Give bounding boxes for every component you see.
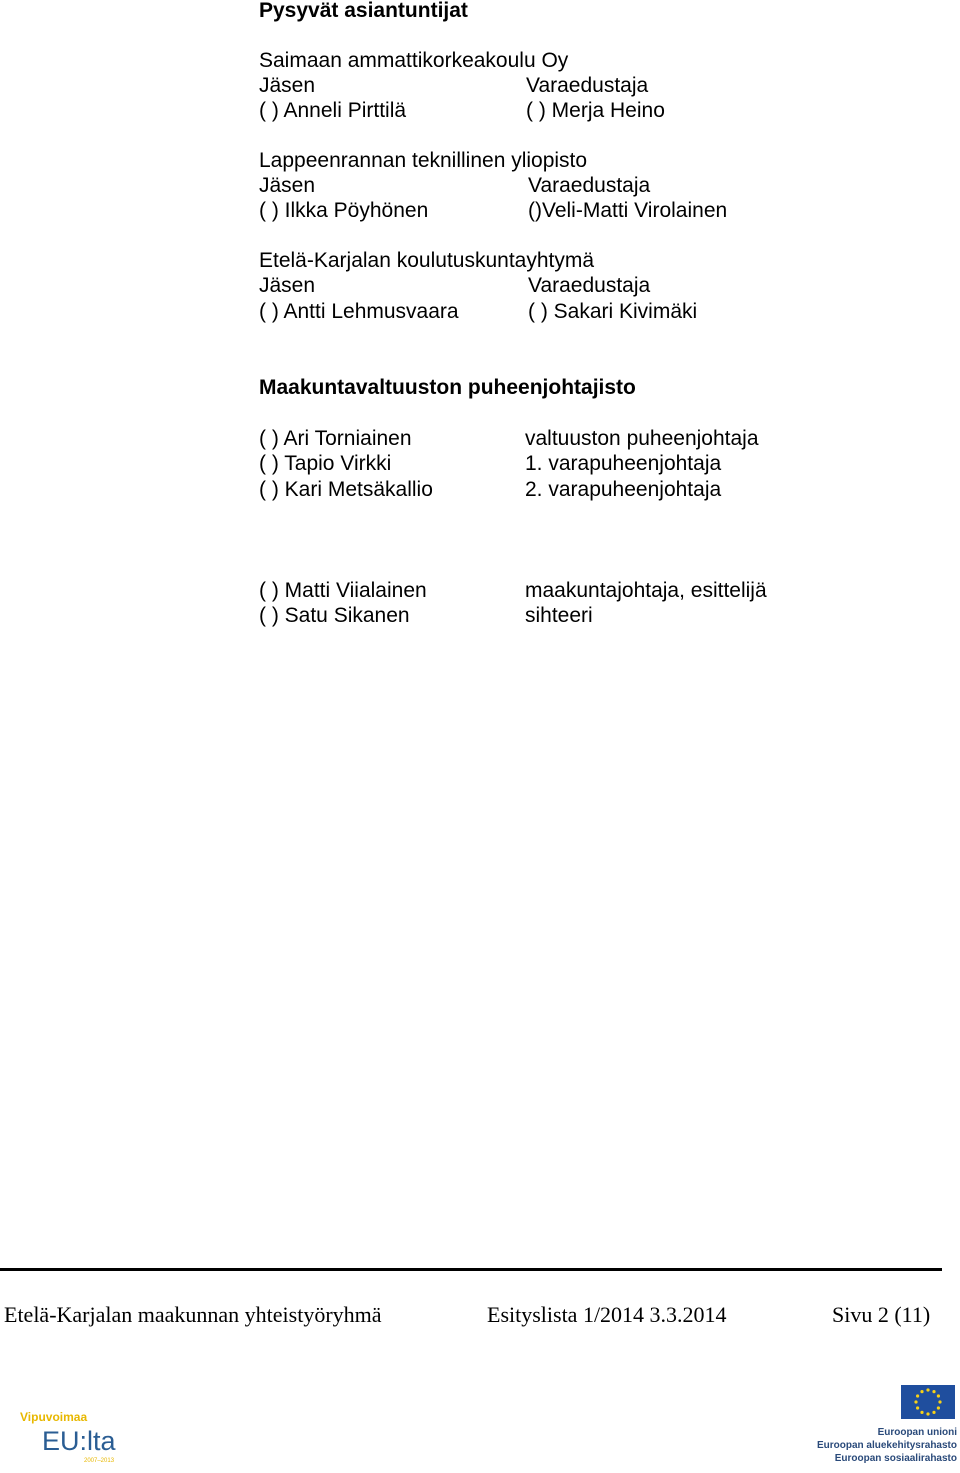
member-name: ( ) Ilkka Pöyhönen <box>259 199 429 222</box>
deputy-name: ( ) Sakari Kivimäki <box>528 300 698 323</box>
member-name: ( ) Antti Lehmusvaara <box>259 300 459 323</box>
staff-role: maakuntajohtaja, esittelijä <box>525 579 767 602</box>
vipuvoimaa-logo-years: 2007–2013 <box>84 1458 115 1464</box>
footer-document: Esityslista 1/2014 3.3.2014 <box>487 1302 727 1327</box>
member-name: ( ) Anneli Pirttilä <box>259 99 407 122</box>
deputy-label: Varaedustaja <box>528 274 651 297</box>
org-name: Etelä-Karjalan koulutuskuntayhtymä <box>259 249 595 272</box>
council-member-role: 2. varapuheenjohtaja <box>525 478 722 501</box>
footer-page-number: Sivu 2 (11) <box>832 1302 931 1327</box>
footer-org: Etelä-Karjalan maakunnan yhteistyöryhmä <box>4 1302 382 1327</box>
council-member-role: valtuuston puheenjohtaja <box>525 427 759 450</box>
staff-role: sihteeri <box>525 604 593 627</box>
council-member-name: ( ) Ari Torniainen <box>259 427 412 450</box>
deputy-name: ( ) Merja Heino <box>526 99 665 122</box>
deputy-name: ()Veli-Matti Virolainen <box>528 199 728 222</box>
eu-logo <box>815 1383 960 1467</box>
eu-logo-line1: Euroopan unioni <box>877 1427 957 1438</box>
deputy-label: Varaedustaja <box>528 174 651 197</box>
council-member-role: 1. varapuheenjohtaja <box>525 452 722 475</box>
deputy-label: Varaedustaja <box>526 74 649 97</box>
member-label: Jäsen <box>259 174 316 197</box>
member-label: Jäsen <box>259 274 316 297</box>
eu-logo-line3: Euroopan sosiaalirahasto <box>834 1453 957 1464</box>
staff-name: ( ) Satu Sikanen <box>259 604 410 627</box>
section-heading-council: Maakuntavaltuuston puheenjohtajisto <box>259 376 636 399</box>
council-member-name: ( ) Tapio Virkki <box>259 452 392 475</box>
org-name: Lappeenrannan teknillinen yliopisto <box>259 149 588 172</box>
council-member-name: ( ) Kari Metsäkallio <box>259 478 433 501</box>
vipuvoimaa-logo-line2: EU:lta <box>42 1426 116 1456</box>
org-name: Saimaan ammattikorkeakoulu Oy <box>259 49 569 72</box>
section-heading-experts: Pysyvät asiantuntijat <box>259 0 468 22</box>
eu-logo-line2: Euroopan aluekehitysrahasto <box>816 1440 957 1451</box>
member-label: Jäsen <box>259 74 316 97</box>
staff-name: ( ) Matti Viialainen <box>259 579 427 602</box>
footer-rule <box>0 1268 942 1271</box>
vipuvoimaa-logo-line1: Vipuvoimaa <box>20 1410 88 1424</box>
vipuvoimaa-logo <box>18 1408 128 1464</box>
